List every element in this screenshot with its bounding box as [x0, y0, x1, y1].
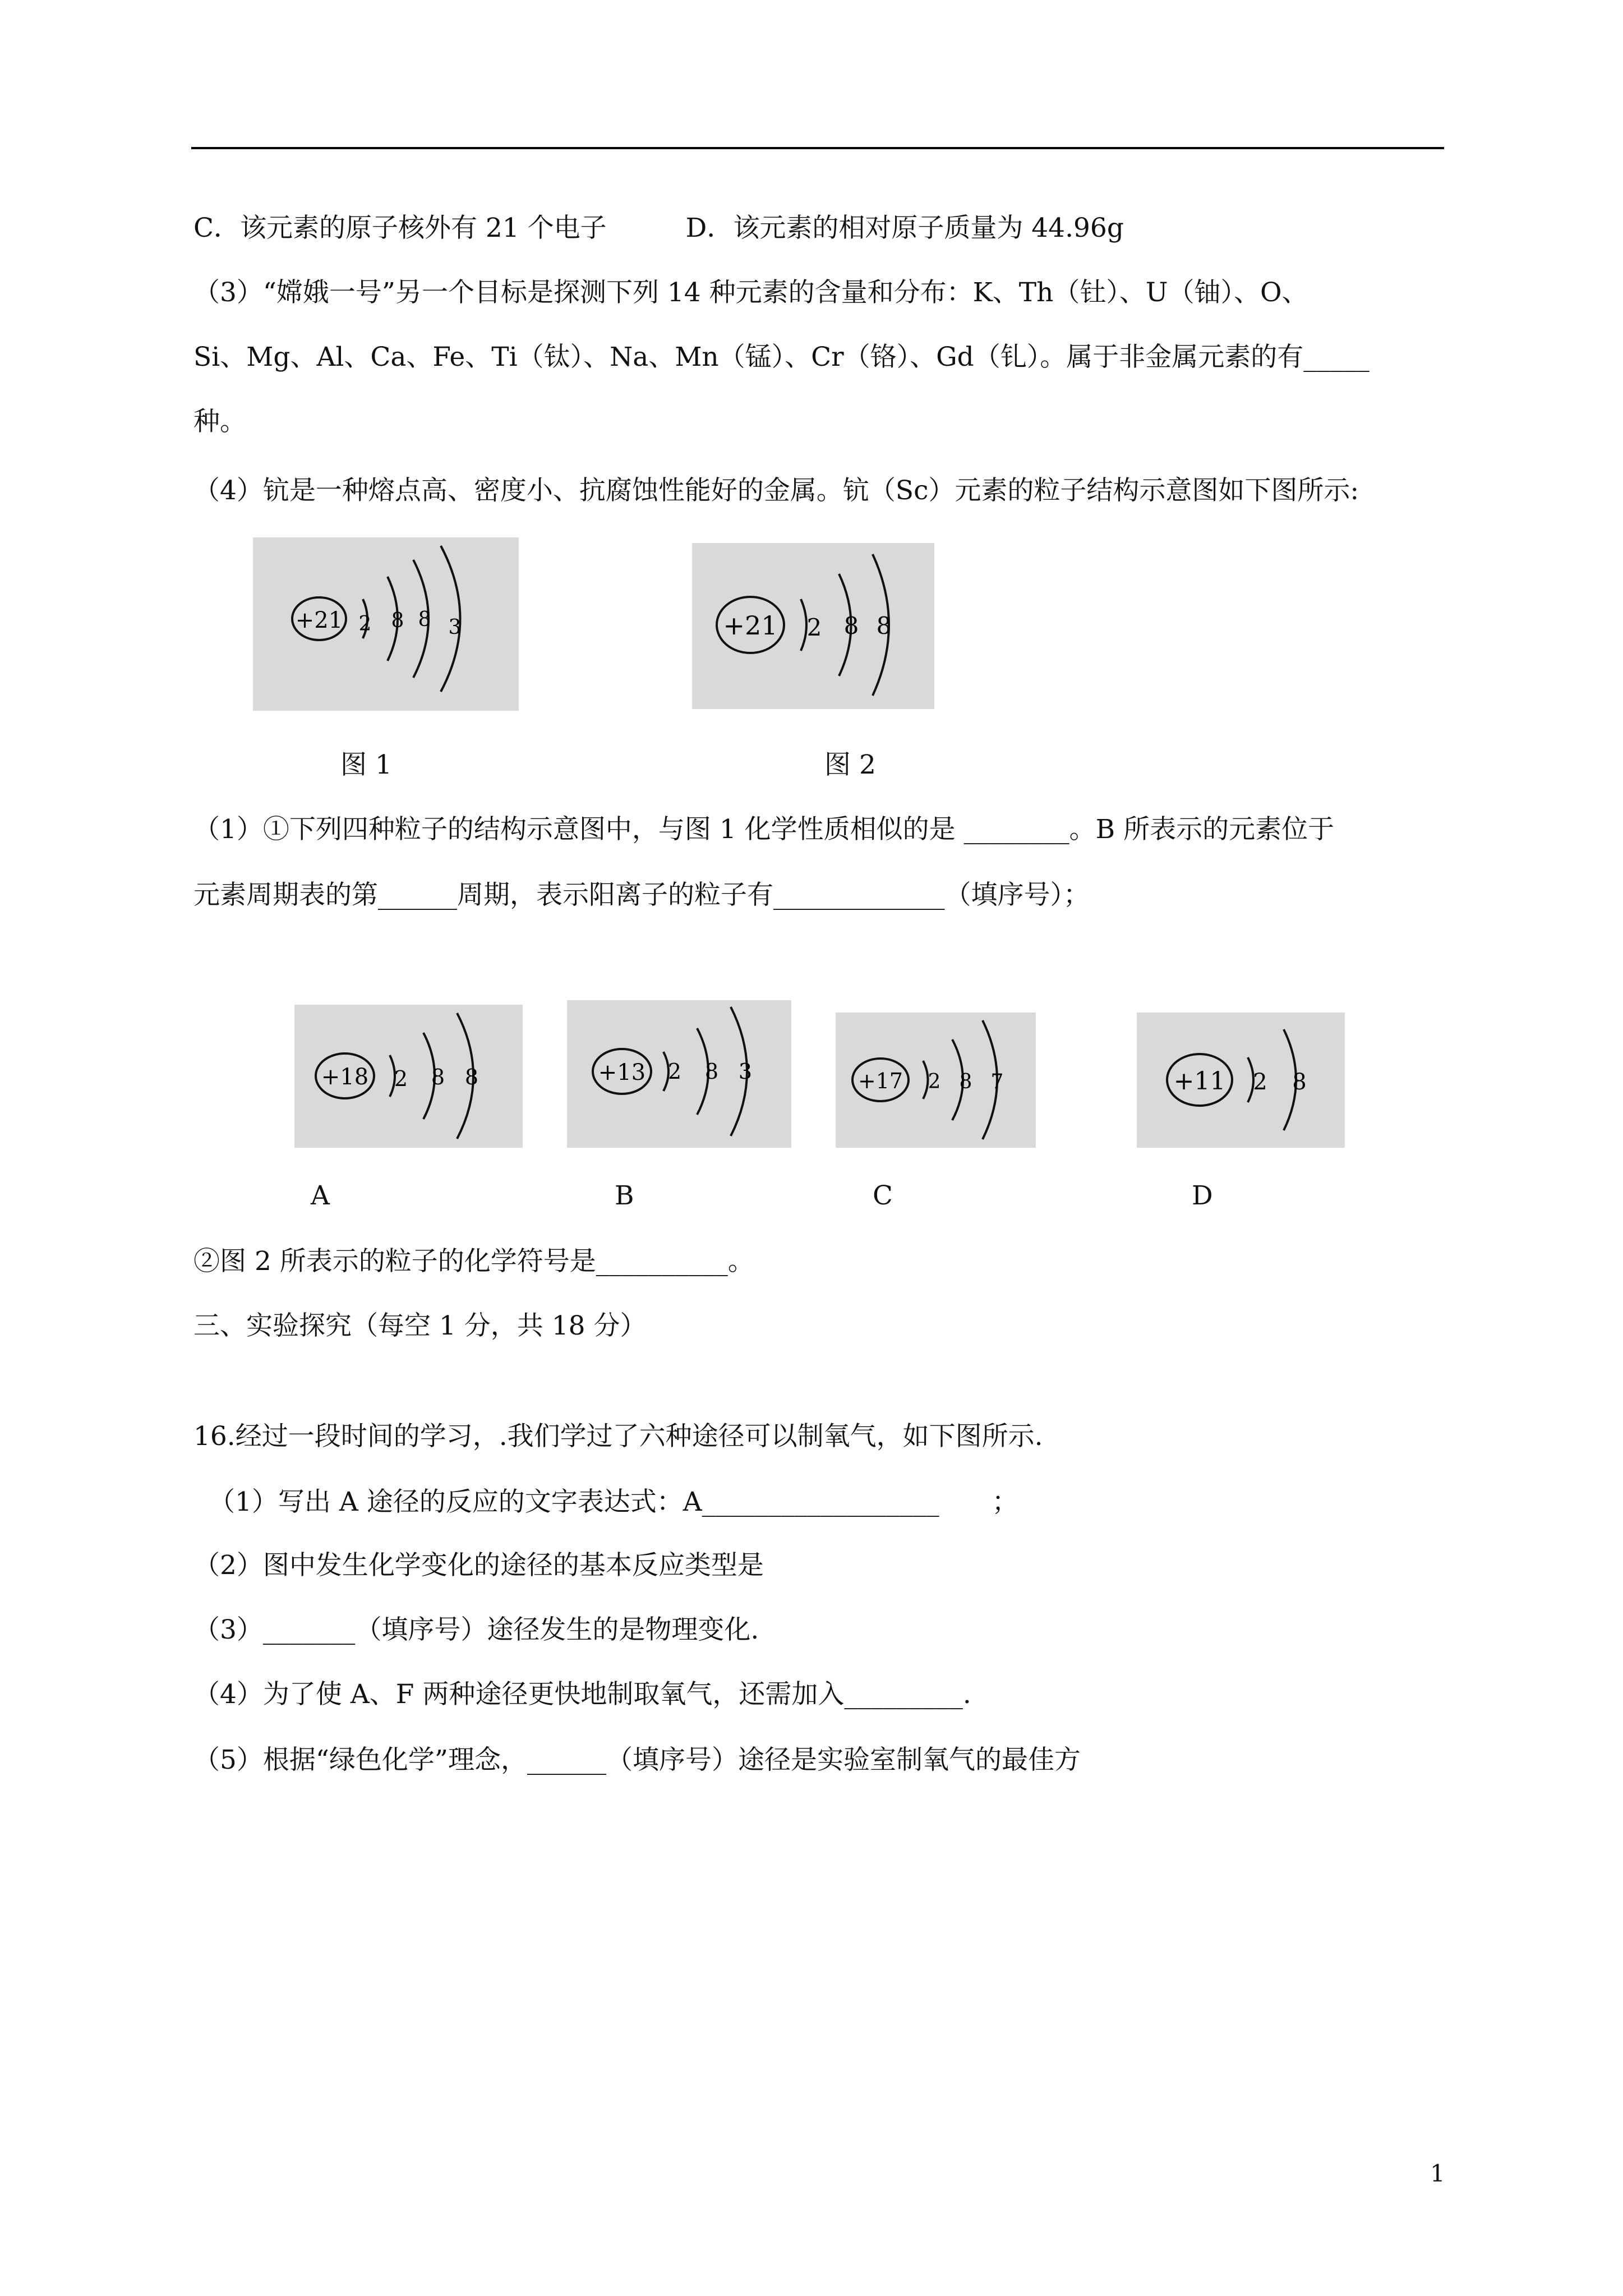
- shell-electrons: 7: [990, 1070, 1004, 1093]
- nucleus-charge: +13: [598, 1060, 646, 1085]
- figure-1-caption: 图 1: [340, 749, 392, 780]
- shell-electrons: 8: [391, 609, 404, 632]
- option-c-diagram: [836, 1013, 1036, 1148]
- page-number: 1: [1430, 2160, 1445, 2187]
- header-rule: [191, 147, 1444, 149]
- shell-arc: [923, 1061, 928, 1099]
- option-c-label: C: [873, 1180, 893, 1211]
- figure-2-diagram: [692, 543, 934, 709]
- question-4-2: ②图 2 所表示的粒子的化学符号是__________。: [193, 1246, 754, 1277]
- nucleus-charge: +21: [295, 608, 343, 633]
- section-3-heading: 三、实验探究（每空 1 分，共 18 分）: [193, 1310, 647, 1341]
- shell-arc: [801, 599, 806, 651]
- figure-1-diagram: [253, 537, 519, 711]
- option-a-svg: [294, 1005, 523, 1148]
- question-16-1: （1）写出 A 途径的反应的文字表达式：A__________________ ；: [209, 1487, 1018, 1517]
- question-16-5: （5）根据“绿色化学”理念，______（填序号）途径是实验室制氧气的最佳方: [193, 1745, 1081, 1775]
- figure-2-caption: 图 2: [824, 749, 876, 780]
- shell-electrons: 8: [431, 1065, 445, 1089]
- question-3-line-1: （3）“嫦娥一号”另一个目标是探测下列 14 种元素的含量和分布：K、Th（钍）、U（铀）、O、: [193, 277, 1308, 308]
- shell-electrons: 2: [806, 614, 822, 641]
- option-b-label: B: [615, 1180, 634, 1211]
- figure-1-svg: [253, 537, 519, 711]
- figure-2-svg: [692, 543, 934, 709]
- shell-electrons: 8: [418, 608, 431, 631]
- nucleus-charge: +18: [321, 1064, 369, 1090]
- nucleus-charge: +11: [1173, 1067, 1226, 1096]
- question-16-4: （4）为了使 A、F 两种途径更快地制取氧气，还需加入_________.: [193, 1679, 971, 1710]
- question-16-3: （3）_______（填序号）途径发生的是物理变化.: [193, 1614, 759, 1645]
- option-d-svg: [1137, 1013, 1345, 1148]
- shell-electrons: 2: [358, 613, 372, 636]
- option-c-d-line: C．该元素的原子核外有 21 个电子 D．该元素的相对原子质量为 44.96g: [193, 213, 1124, 243]
- option-a-diagram: [294, 1005, 523, 1148]
- question-4-1-line-1: （1）①下列四种粒子的结构示意图中，与图 1 化学性质相似的是 ________。B 所表示的元素位于: [193, 814, 1335, 845]
- shell-electrons: 2: [928, 1070, 941, 1093]
- shell-electrons: 8: [843, 612, 859, 639]
- option-d-label: D: [1192, 1180, 1213, 1211]
- question-3-line-2: Si、Mg、Al、Ca、Fe、Ti（钛）、Na、Mn（锰）、Cr（铬）、Gd（钆）。属于非金属元素的有_____: [193, 342, 1370, 372]
- shell-electrons: 3: [738, 1059, 753, 1084]
- shell-electrons: 8: [876, 612, 892, 639]
- shell-electrons: 8: [1292, 1069, 1307, 1095]
- shell-electrons: 8: [464, 1065, 479, 1089]
- question-16-2: （2）图中发生化学变化的途径的基本反应类型是: [193, 1550, 764, 1581]
- option-b-diagram: [567, 1000, 791, 1148]
- option-d-diagram: [1137, 1013, 1345, 1148]
- option-a-label: A: [311, 1180, 330, 1211]
- shell-electrons: 2: [1253, 1069, 1267, 1095]
- question-16-intro: 16.经过一段时间的学习，.我们学过了六种途径可以制氧气，如下图所示.: [193, 1421, 1043, 1452]
- option-b-svg: [567, 1000, 791, 1148]
- shell-electrons: 8: [959, 1070, 972, 1093]
- shell-electrons: 2: [667, 1059, 682, 1084]
- nucleus-charge: +17: [857, 1069, 903, 1093]
- shell-electrons: 2: [394, 1066, 408, 1091]
- question-4-intro: （4）钪是一种熔点高、密度小、抗腐蚀性能好的金属。钪（Sc）元素的粒子结构示意图如下图所示:: [193, 475, 1359, 506]
- shell-electrons: 3: [448, 616, 462, 639]
- nucleus-charge: +21: [723, 610, 778, 641]
- shell-electrons: 8: [704, 1059, 719, 1084]
- question-3-line-3: 种。: [193, 406, 246, 437]
- option-c-svg: [836, 1013, 1036, 1148]
- question-4-1-line-2: 元素周期表的第______周期，表示阳离子的粒子有_____________（填序号）；: [193, 880, 1090, 910]
